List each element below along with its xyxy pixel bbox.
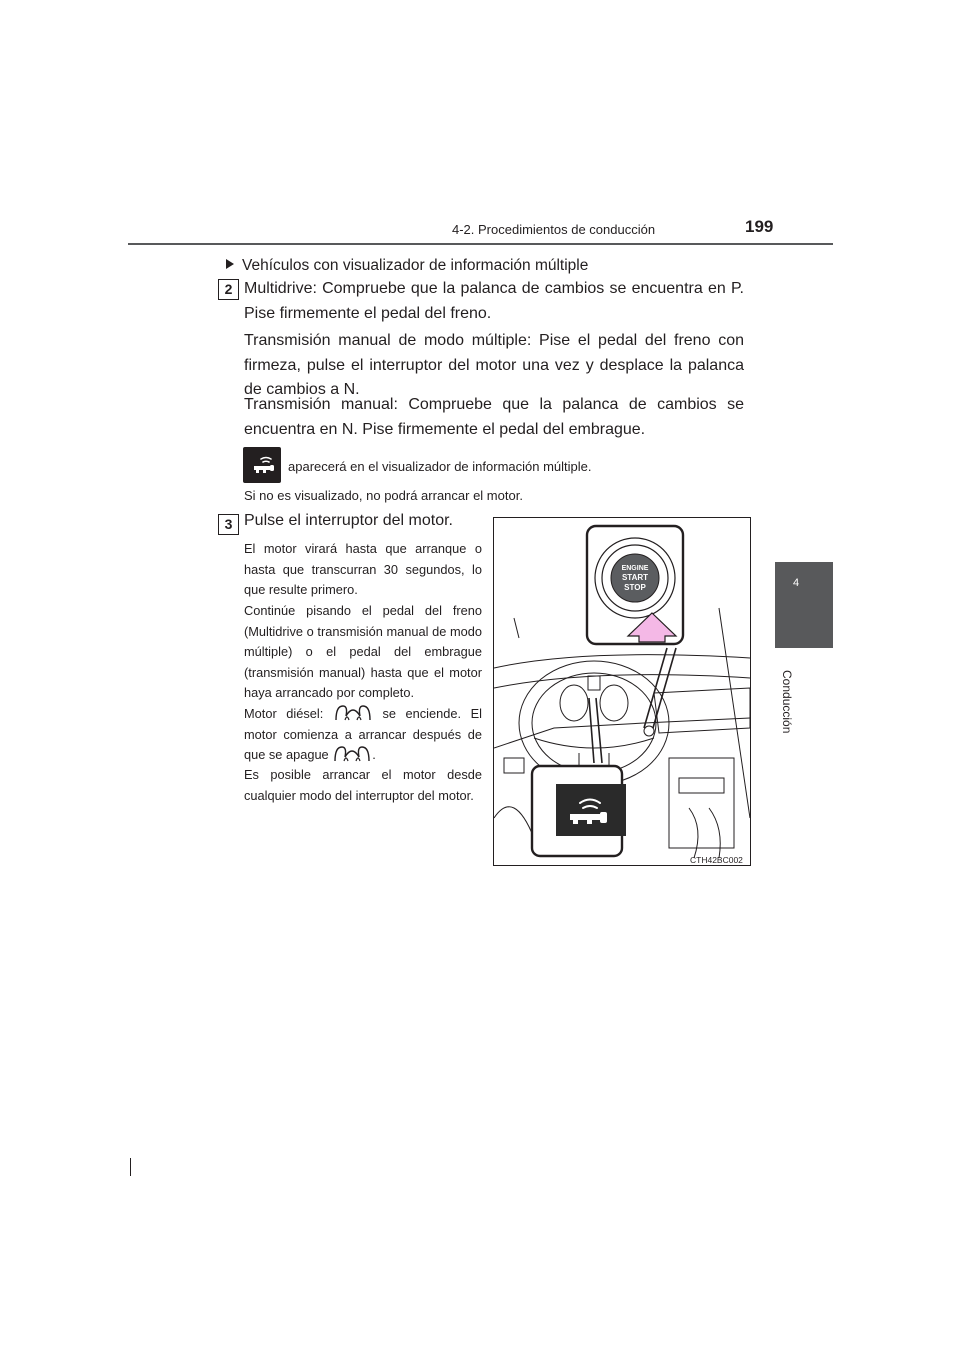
- diesel-text-b: se enciende. El motor comienza a arrancar después de que se apague: [244, 706, 482, 762]
- step-2-paragraph-3: Transmisión manual: Compruebe que la palanca de cambios se encuentra en N. Pise firmemente el pedal del embrague.: [244, 396, 744, 438]
- engine-button-line-1: ENGINE: [621, 565, 649, 572]
- step-3-paragraph-1: El motor virará hasta que arranque o hasta que transcurran 30 segundos, lo que resulte primero.: [244, 541, 482, 597]
- indicator-note: aparecerá en el visualizador de información múltiple.: [288, 459, 592, 474]
- engine-button-line-2: START: [621, 573, 649, 582]
- bullet-heading-text: Vehículos con visualizador de información múltiple: [242, 257, 589, 274]
- step-2-marker: 2: [218, 279, 239, 300]
- smart-key-indicator-icon: [243, 447, 281, 483]
- bullet-heading: [226, 257, 588, 275]
- glow-plug-icon: [333, 704, 373, 722]
- chapter-tab-number: 4: [793, 577, 800, 589]
- not-displayed-note: Si no es visualizado, no podrá arrancar el motor.: [244, 488, 523, 503]
- step-3-marker: 3: [218, 514, 239, 535]
- step-3-paragraph-4: Es posible arrancar el motor desde cualquier modo del interruptor del motor.: [244, 767, 482, 803]
- step-3-title: Pulse el interruptor del motor.: [244, 512, 453, 529]
- diesel-text-a: Motor diésel:: [244, 706, 324, 721]
- dashboard-drawing: [494, 518, 750, 865]
- figure-code: CTH42BC002: [690, 855, 743, 865]
- glow-plug-icon: [332, 745, 372, 763]
- engine-button-line-3: STOP: [624, 583, 646, 592]
- diesel-text-c: .: [372, 747, 376, 762]
- step-3-paragraph-2: Continúe pisando el pedal del freno (Multidrive o transmisión manual de modo múltiple) o el pedal del embrague (transmisión manual) hasta que el motor haya arrancado por completo.: [244, 603, 482, 700]
- crop-mark: [130, 1158, 131, 1176]
- diesel-paragraph: [244, 704, 482, 766]
- chapter-tab-label: Conducción: [780, 670, 794, 734]
- chapter-tab: [775, 562, 833, 648]
- header-section-title: 4-2. Procedimientos de conducción: [452, 222, 656, 237]
- page-number: 199: [745, 217, 774, 236]
- step-2-paragraph-1: Multidrive: Compruebe que la palanca de cambios se encuentra en P. Pise firmemente el pedal del freno.: [244, 280, 744, 322]
- engine-switch-illustration: [493, 517, 751, 866]
- step-2-paragraph-2: Transmisión manual de modo múltiple: Pise el pedal del freno con firmeza, pulse el interruptor del motor una vez y desplace la palanca de cambios a N.: [244, 332, 744, 398]
- header-divider: [128, 243, 833, 245]
- triangle-bullet-icon: [226, 259, 234, 269]
